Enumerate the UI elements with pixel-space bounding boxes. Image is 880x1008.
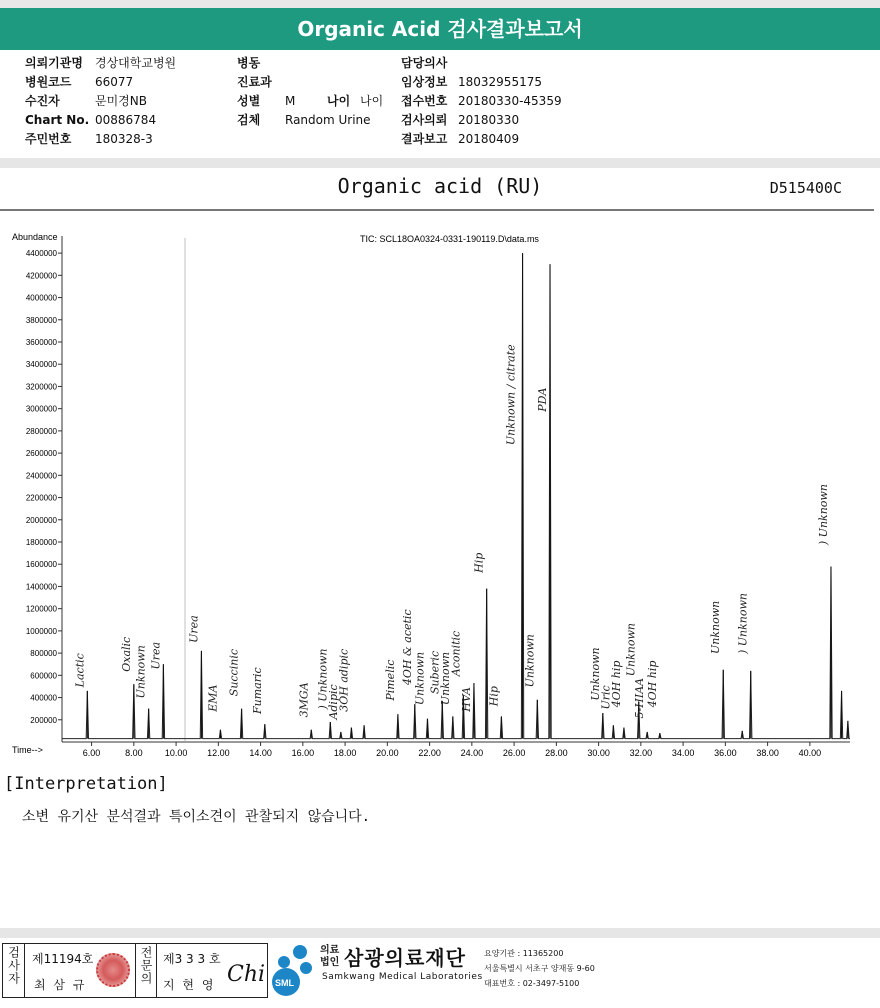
info-value: 20180330-45359 (458, 94, 562, 108)
peak-label: Unknown (709, 600, 723, 654)
x-tick-label: 24.00 (460, 748, 484, 758)
peak-label: Lactic (73, 653, 87, 688)
y-tick-label: 3400000 (25, 360, 57, 370)
y-tick-label: 1600000 (25, 560, 57, 570)
patient-info-left (25, 54, 245, 149)
chart-xlabel: Time--> (12, 745, 43, 755)
info-row (401, 92, 601, 111)
y-tick-label: 3000000 (25, 404, 57, 414)
x-tick-label: 30.00 (587, 748, 610, 758)
x-tick-label: 38.00 (756, 748, 779, 758)
y-tick-label: 1800000 (25, 538, 57, 547)
chromatogram-chart (0, 228, 880, 768)
peak-label: Succinic (227, 648, 241, 697)
section-divider (0, 158, 880, 168)
peak-label: Hip (487, 686, 501, 707)
y-tick-label: 1400000 (25, 582, 57, 592)
patient-info-right (401, 54, 601, 149)
peak-label: Urea (187, 615, 201, 643)
org-phone: 대표번호 : 02-3497-5100 (484, 979, 580, 988)
x-tick-label: 34.00 (671, 748, 695, 758)
x-tick-label: 10.00 (164, 748, 188, 758)
specialist-label-cell (135, 944, 157, 997)
y-tick-label: 2000000 (25, 515, 57, 525)
info-label: 의뢰기관명 (25, 56, 83, 70)
info-row (401, 73, 601, 92)
y-tick-label: 2400000 (25, 471, 57, 481)
peak-label: Pimelic (383, 659, 397, 701)
peak-label: Unknown (413, 651, 427, 706)
chart-ylabel: Abundance (12, 232, 58, 242)
peak-label: Urea (149, 641, 163, 670)
peak-label: ) Unknown (736, 592, 750, 654)
peak-label: Uric (599, 685, 613, 710)
peak-label: Adipic (326, 684, 340, 720)
inspector-license: 제11194호 (32, 952, 94, 966)
chart-title: TIC: SCL18OA0324-0331-190119.D\data.ms (360, 234, 539, 244)
x-axis (83, 742, 821, 758)
org-name: 삼광의료재단 (344, 946, 466, 970)
info-value: 00886784 (95, 113, 157, 127)
info-value: 20180409 (458, 132, 520, 146)
y-tick-label: 4000000 (25, 293, 57, 303)
peak-annotations (73, 344, 830, 721)
top-gap (0, 0, 880, 8)
y-tick-label: 4200000 (25, 271, 57, 281)
sml-logo-icon (270, 942, 318, 998)
report-code: D515400C (769, 179, 842, 197)
x-tick-label: 22.00 (418, 748, 441, 758)
y-tick-label: 200000 (30, 715, 57, 725)
peak-label: Suberic (428, 650, 442, 694)
x-tick-label: 40.00 (798, 748, 822, 758)
info-label: Chart No. (25, 113, 90, 127)
peak-label: 4OH & acetic (400, 609, 414, 686)
peak-label: Unknown (438, 651, 452, 706)
peak-label: Aconitic (449, 630, 463, 677)
y-tick-label: 3200000 (25, 382, 57, 392)
peak-label: Unknown (624, 622, 638, 677)
peak-label: 3OH adipic (337, 648, 351, 712)
heading-rule (0, 209, 874, 211)
peak-label: Oxalic (119, 636, 133, 672)
peak-label: EMA (206, 684, 220, 712)
peak-label: Hip (472, 552, 486, 573)
inspector-label-cell (3, 944, 25, 997)
info-row (25, 54, 245, 73)
x-tick-label: 32.00 (629, 748, 653, 758)
info-row (25, 92, 245, 111)
interpretation-title: [Interpretation] (4, 774, 168, 794)
x-tick-label: 18.00 (333, 748, 357, 758)
info-value: 20180330 (458, 113, 520, 127)
peak-label: PDA (536, 387, 550, 412)
sex-value: M (285, 94, 296, 108)
y-tick-label: 1200000 (25, 604, 57, 614)
org-info (484, 946, 595, 991)
peak-label: 5-HIAA (633, 677, 647, 719)
info-row (237, 111, 407, 130)
info-label: 결과보고 (401, 132, 448, 146)
peak-label: Fumaric (250, 667, 264, 714)
ward-label: 병동 (237, 56, 261, 70)
peak-label: 4OH hip (645, 660, 659, 708)
org-address: 서울특별시 서초구 양재동 9-60 (484, 964, 595, 973)
info-label: 병원코드 (25, 75, 72, 89)
x-tick-label: 14.00 (249, 748, 272, 758)
peak-label: Unknown (134, 645, 148, 699)
inspector-name: 최 삼 규 (34, 978, 87, 992)
specialist-license: 제3 3 3 호 (163, 952, 221, 966)
peak-label: Unknown / citrate (504, 344, 518, 446)
specimen-label: 검체 (237, 113, 261, 127)
age-value: 나이 (360, 94, 384, 108)
org-english-name: Samkwang Medical Laboratories (322, 972, 483, 982)
interpretation-text: 소변 유기산 분석결과 특이소견이 관찰되지 않습니다. (22, 809, 371, 825)
y-tick-label: 1000000 (25, 626, 57, 636)
info-value: 경상대학교병원 (95, 56, 177, 70)
x-tick-label: 6.00 (82, 748, 101, 758)
y-tick-label: 3800000 (25, 315, 57, 325)
report-heading (0, 168, 880, 212)
specimen-value: Random Urine (285, 113, 371, 127)
info-row (237, 73, 407, 92)
sex-label: 성별 (237, 94, 261, 108)
y-tick-label: 400000 (30, 693, 57, 703)
org-type: 의료 법인 (320, 945, 340, 968)
peak-label: HVA (459, 687, 473, 712)
info-value: 문미경NB (95, 94, 147, 108)
y-tick-label: 3600000 (25, 338, 57, 347)
seal-stamp-icon (96, 953, 130, 987)
signature: Chi (227, 962, 266, 987)
x-tick-label: 28.00 (545, 748, 568, 758)
inspector-label: 검사자 (6, 946, 21, 985)
x-tick-label: 36.00 (714, 748, 737, 758)
specialist-name: 지 현 영 (163, 978, 216, 992)
logo-text: SML (275, 978, 294, 988)
y-tick-label: 2800000 (25, 426, 57, 436)
peak-label: 3MGA (297, 682, 311, 718)
x-tick-label: 12.00 (207, 748, 230, 758)
report-title: Organic acid (RU) (337, 174, 543, 198)
peak-label: ) Unknown (816, 484, 830, 546)
peak-label: ) Unknown (316, 648, 330, 710)
specialist-label: 전문의 (139, 946, 153, 985)
y-axis (26, 249, 62, 725)
department-label: 진료과 (237, 75, 272, 89)
y-tick-label: 600000 (30, 671, 57, 681)
x-tick-label: 16.00 (291, 748, 315, 758)
info-label: 임상정보 (401, 75, 448, 89)
y-tick-label: 800000 (30, 649, 57, 659)
info-label: 수진자 (25, 94, 60, 108)
y-tick-label: 2600000 (25, 449, 57, 459)
x-tick-label: 26.00 (502, 748, 526, 758)
info-label: 접수번호 (401, 94, 448, 108)
y-tick-label: 4400000 (25, 249, 57, 259)
signature-box (2, 943, 268, 998)
report-footer (0, 938, 880, 1008)
report-header-title: Organic Acid 검사결과보고서 (0, 8, 880, 50)
x-tick-label: 20.00 (376, 748, 399, 758)
info-row (25, 73, 245, 92)
patient-info-middle (237, 54, 407, 130)
info-row (237, 92, 407, 111)
info-row (401, 130, 601, 149)
info-label: 담당의사 (401, 56, 448, 70)
peak-label: 4OH hip (609, 660, 623, 708)
info-row (401, 111, 601, 130)
peak-label: Unknown (588, 647, 602, 701)
info-row (25, 111, 245, 130)
footer-divider (0, 928, 880, 938)
info-label: 검사의뢰 (401, 113, 448, 127)
age-label: 나이 (327, 94, 351, 108)
info-value: 18032955175 (458, 75, 542, 89)
peak-label: Unknown (523, 634, 537, 688)
info-value: 66077 (95, 75, 134, 89)
x-tick-label: 8.00 (125, 748, 143, 758)
org-code: 요양기관 : 11365200 (484, 949, 564, 958)
y-tick-label: 2200000 (25, 493, 57, 503)
info-label: 주민번호 (25, 132, 72, 146)
info-row (401, 54, 601, 73)
info-row (237, 54, 407, 73)
info-value: 180328-3 (95, 132, 153, 146)
info-row (25, 130, 245, 149)
